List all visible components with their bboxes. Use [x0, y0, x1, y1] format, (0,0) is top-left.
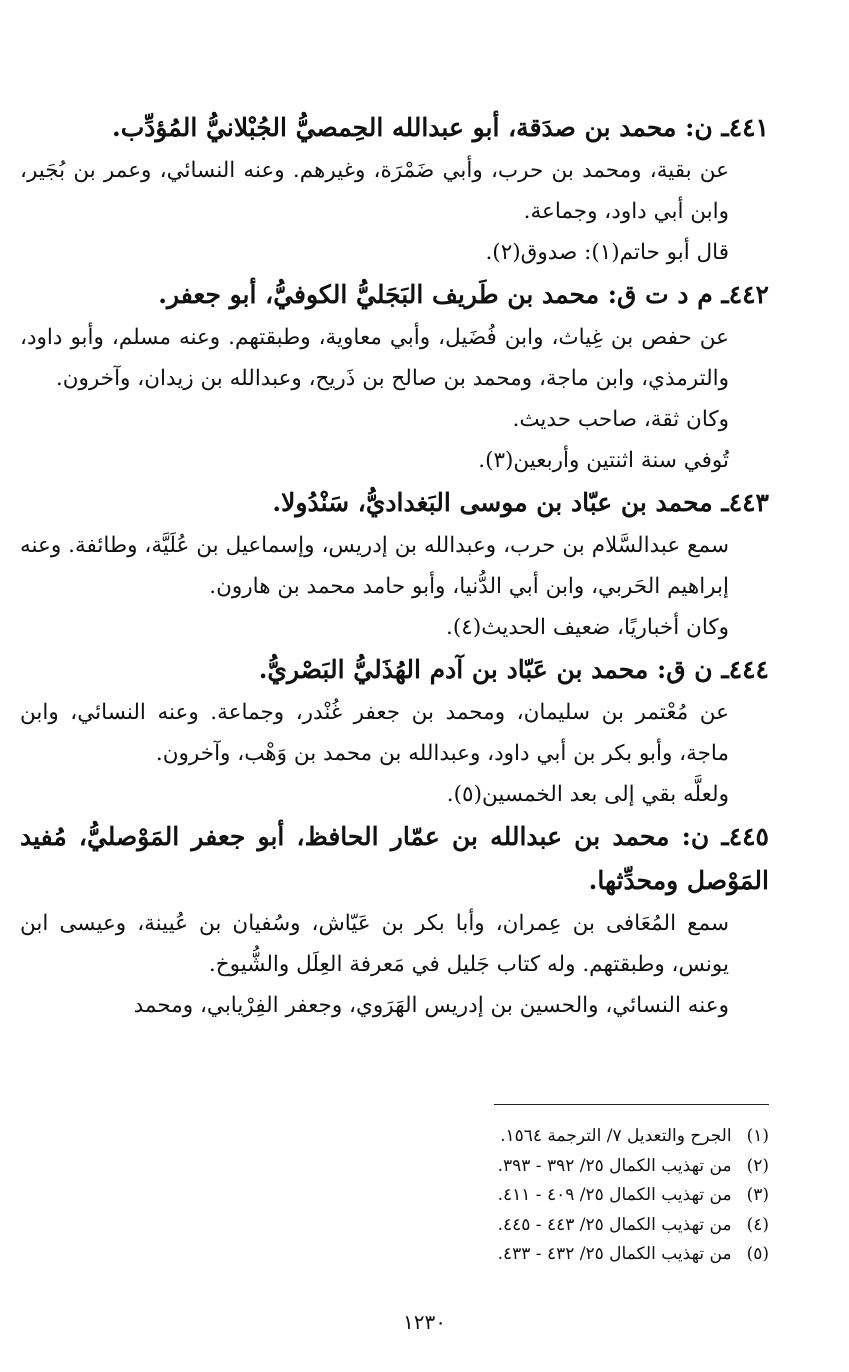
entry-heading: ٤٤٤ـ ن ق: محمد بن عَبّاد بن آدم الهُذَليُّ البَصْريُّ. [258, 655, 769, 684]
footnote-marker: (٤) [746, 1214, 769, 1235]
entry-paragraph: سمع المُعَافى بن عِمران، وأبا بكر بن عَيّاش، وسُفيان بن عُيينة، وعيسى ابن يونس، وطبقتهم. وله كتاب جَليل في مَعرفة العِلَل والشُّيوخ. [20, 911, 729, 977]
footnote-marker: (١) [746, 1126, 769, 1146]
entry-paragraph: عن بقية، ومحمد بن حرب، وأبي ضَمْرَة، وغيرهم. وعنه النسائي، وعمر بن بُجَير، وابن أبي داود، وجماعة. [20, 158, 729, 224]
entry-paragraph: تُوفي سنة اثنتين وأربعين(٣). [478, 448, 729, 473]
footnote-item [300, 1211, 769, 1241]
footnote-item [300, 1152, 769, 1182]
footnote-divider [494, 1104, 769, 1105]
footnote-text: من تهذيب الكمال ٢٥/ ٣٩٢ - ٣٩٣. [497, 1155, 732, 1176]
entry-paragraph: عن حفص بن غِياث، وابن فُضَيل، وأبي معاوية، وطبقتهم. وعنه مسلم، وأبو داود، والترمذي، وابن ماجة، ومحمد بن صالح بن ذَريح، وعبدالله بن زيدان، وآخرون. [20, 325, 729, 391]
entry-paragraph: وكان أخباريًا، ضعيف الحديث(٤). [446, 615, 729, 640]
footnote-item [300, 1122, 769, 1152]
footnote-text: من تهذيب الكمال ٢٥/ ٤٤٣ - ٤٤٥. [497, 1214, 732, 1235]
entry-heading: ٤٤٢ـ م د ت ق: محمد بن طَريف البَجَليُّ الكوفيُّ، أبو جعفر. [158, 280, 769, 309]
biography-entry [20, 815, 769, 1026]
entry-heading: ٤٤٣ـ محمد بن عبّاد بن موسى البَغداديُّ، سَنْدُولا. [272, 488, 769, 517]
biography-entry [20, 273, 769, 481]
footnote-marker: (٣) [746, 1185, 769, 1205]
entry-paragraph: قال أبو حاتم(١): صدوق(٢). [485, 240, 729, 265]
footnote-text: من تهذيب الكمال ٢٥/ ٤٣٢ - ٤٣٣. [497, 1244, 732, 1264]
entry-paragraph: وكان ثقة، صاحب حديث. [512, 407, 729, 432]
footnote-marker: (٥) [746, 1244, 769, 1264]
footnotes [300, 1122, 769, 1270]
biography-entry [20, 648, 769, 815]
biography-entry [20, 481, 769, 648]
footnote-text: الجرح والتعديل ٧/ الترجمة ١٥٦٤. [500, 1126, 732, 1146]
entry-paragraph: وعنه النسائي، والحسين بن إدريس الهَرَوي، وجعفر الفِرْيابي، ومحمد [133, 993, 729, 1018]
main-text [20, 106, 769, 1026]
footnote-item [300, 1240, 769, 1270]
footnote-text: من تهذيب الكمال ٢٥/ ٤٠٩ - ٤١١. [497, 1185, 732, 1205]
page-number: ١٢٣٠ [403, 1310, 446, 1334]
footnote-marker: (٢) [746, 1155, 769, 1176]
footnote-item [300, 1181, 769, 1211]
entry-paragraph: عن مُعْتمر بن سليمان، ومحمد بن جعفر غُنْدر، وجماعة. وعنه النسائي، وابن ماجة، وأبو بكر بن أبي داود، وعبدالله بن محمد بن وَهْب، وآخرون. [20, 700, 729, 766]
entry-paragraph: ولعلَّه بقي إلى بعد الخمسين(٥). [446, 782, 729, 807]
entry-paragraph: سمع عبدالسَّلام بن حرب، وعبدالله بن إدريس، وإسماعيل بن عُلَيَّة، وطائفة. وعنه إبراهيم الحَربي، وابن أبي الدُّنيا، وأبو حامد محمد بن هارون. [20, 533, 729, 599]
biography-entry [20, 106, 769, 273]
entry-heading: ٤٤١ـ ن: محمد بن صدَقة، أبو عبدالله الحِمصيُّ الجُبْلانيُّ المُؤدِّب. [112, 113, 769, 142]
entry-heading: ٤٤٥ـ ن: محمد بن عبدالله بن عمّار الحافظ، أبو جعفر المَوْصليُّ، مُفيد المَوْصل ومحدِّثها. [20, 822, 769, 895]
